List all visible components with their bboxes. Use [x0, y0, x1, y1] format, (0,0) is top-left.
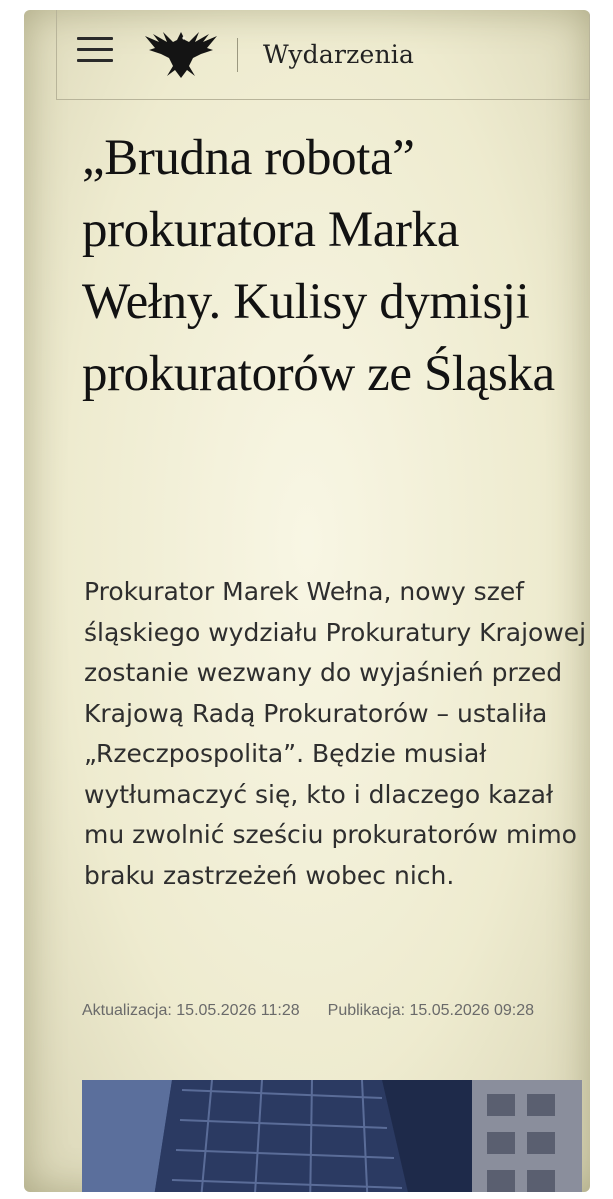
- updated-date: 15.05.2026 11:28: [176, 1002, 300, 1019]
- article-title: „Brudna robota” prokuratora Marka Wełny. Kulisy dymisji prokuratorów ze Śląska: [82, 130, 555, 402]
- hamburger-menu-icon[interactable]: [77, 34, 115, 66]
- updated-label: Aktualizacja:: [82, 1002, 172, 1019]
- article-meta: [82, 1000, 582, 1022]
- published-label: Publikacja:: [327, 1002, 406, 1019]
- article-hero-image[interactable]: [82, 1080, 582, 1192]
- top-navigation-bar: [56, 10, 590, 100]
- published-date: 15.05.2026 09:28: [409, 1002, 535, 1019]
- eagle-logo-icon[interactable]: [143, 28, 219, 80]
- article-lead: Prokurator Marek Wełna, nowy szef śląskiego wydziału Prokuratury Krajowej zostanie wezwany do wyjaśnień przed Krajową Radą Prokuratorów – ustaliła „Rzeczpospolita”. Będzie musiał wytłumaczyć się, kto i dlaczego kazał mu zwolnić sześciu prokuratorów mimo braku zastrzeżeń wobec nich.: [84, 577, 587, 890]
- article-page: [24, 10, 590, 1192]
- header-divider: [237, 38, 238, 72]
- section-link-wydarzenia[interactable]: Wydarzenia: [263, 40, 415, 69]
